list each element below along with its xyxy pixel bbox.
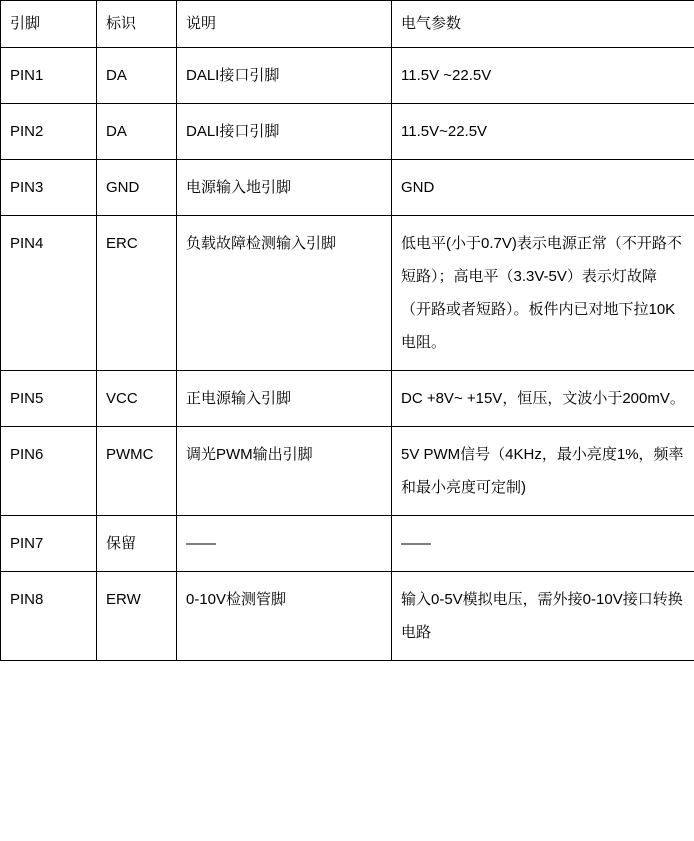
cell-id: ERW: [97, 572, 177, 661]
cell-id: PWMC: [97, 427, 177, 516]
cell-id: VCC: [97, 371, 177, 427]
column-header-pin: 引脚: [1, 1, 97, 48]
cell-electrical: DC +8V~ +15V，恒压，文波小于200mV。: [392, 371, 694, 427]
column-header-electrical: 电气参数: [392, 1, 694, 48]
cell-description: 电源输入地引脚: [177, 160, 392, 216]
table-row: [1, 48, 694, 104]
column-header-id: 标识: [97, 1, 177, 48]
cell-pin: PIN3: [1, 160, 97, 216]
table-row: [1, 427, 694, 516]
cell-id: ERC: [97, 216, 177, 371]
cell-id: GND: [97, 160, 177, 216]
cell-id: DA: [97, 48, 177, 104]
cell-description: DALI接口引脚: [177, 48, 392, 104]
cell-description: ——: [177, 516, 392, 572]
cell-pin: PIN1: [1, 48, 97, 104]
cell-pin: PIN5: [1, 371, 97, 427]
table-header-row: [1, 1, 694, 48]
cell-id: DA: [97, 104, 177, 160]
cell-pin: PIN8: [1, 572, 97, 661]
cell-description: 负载故障检测输入引脚: [177, 216, 392, 371]
cell-electrical: 低电平(小于0.7V)表示电源正常（不开路不短路）；高电平（3.3V-5V）表示灯故障（开路或者短路）。板件内已对地下拉10K电阻。: [392, 216, 694, 371]
table-row: [1, 104, 694, 160]
table-row: [1, 216, 694, 371]
table-row: [1, 516, 694, 572]
cell-pin: PIN7: [1, 516, 97, 572]
cell-id: 保留: [97, 516, 177, 572]
column-header-description: 说明: [177, 1, 392, 48]
cell-electrical: 输入0-5V模拟电压，需外接0-10V接口转换电路: [392, 572, 694, 661]
cell-electrical: 11.5V ~22.5V: [392, 48, 694, 104]
cell-description: DALI接口引脚: [177, 104, 392, 160]
cell-electrical: GND: [392, 160, 694, 216]
cell-electrical: 11.5V~22.5V: [392, 104, 694, 160]
table-row: [1, 572, 694, 661]
cell-pin: PIN2: [1, 104, 97, 160]
cell-pin: PIN6: [1, 427, 97, 516]
cell-description: 调光PWM输出引脚: [177, 427, 392, 516]
cell-electrical: 5V PWM信号（4KHz，最小亮度1%，频率和最小亮度可定制): [392, 427, 694, 516]
table-row: [1, 160, 694, 216]
table-row: [1, 371, 694, 427]
cell-description: 0-10V检测管脚: [177, 572, 392, 661]
cell-electrical: ——: [392, 516, 694, 572]
cell-pin: PIN4: [1, 216, 97, 371]
cell-description: 正电源输入引脚: [177, 371, 392, 427]
